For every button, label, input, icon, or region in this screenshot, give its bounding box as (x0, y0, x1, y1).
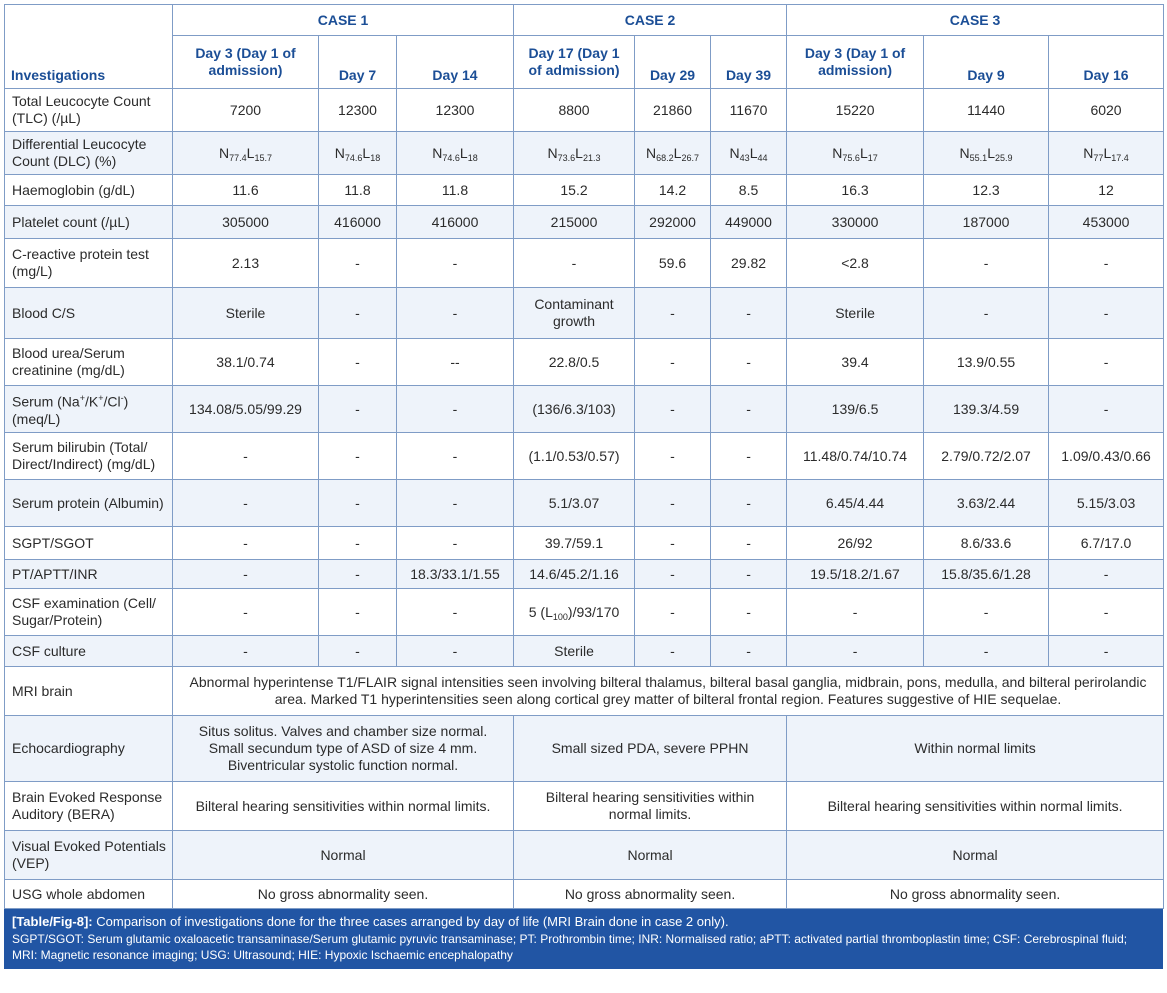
value-cell: 3.63/2.44 (924, 480, 1049, 527)
day-header: Day 17 (Day 1 of admission) (514, 36, 635, 89)
mri-finding: Abnormal hyperintense T1/FLAIR signal intensities seen involving bilteral thalamus, bilteral basal ganglia, midbrain, pons, medulla, and bilteral perirolandic area. Marked T1 hyperintensities seen along cortical grey matter of bilteral frontal region. Features suggestive of HIE sequelae. (173, 667, 1164, 716)
label-sup: + (79, 393, 85, 404)
value-cell: - (711, 560, 787, 589)
value-cell: - (711, 386, 787, 433)
value-cell: - (787, 636, 924, 667)
value-cell: - (397, 636, 514, 667)
value-cell: - (397, 480, 514, 527)
dlc-cell: $N_{77}L_{17.4}$ (1049, 132, 1164, 175)
value-cell: 215000 (514, 206, 635, 239)
value-cell: - (635, 288, 711, 339)
value-cell: (1.1/0.53/0.57) (514, 433, 635, 480)
value-cell: 19.5/18.2/1.67 (787, 560, 924, 589)
table-row (5, 339, 1164, 386)
value-cell: Contaminant growth (514, 288, 635, 339)
investigation-label: Total Leucocyte Count (TLC) (/µL) (5, 89, 173, 132)
table-row (5, 636, 1164, 667)
case-2-finding: Small sized PDA, severe PPHN (514, 716, 787, 782)
value-cell: - (924, 636, 1049, 667)
investigation-label (5, 386, 173, 433)
value-cell: - (711, 589, 787, 636)
value-cell: 11.8 (397, 175, 514, 206)
investigation-label: Differential Leucocyte Count (DLC) (%) (5, 132, 173, 175)
neutrophil-pct: 75.6 (842, 152, 860, 163)
table-row (5, 206, 1164, 239)
label-text: Serum (Na (12, 393, 80, 410)
neutrophil-pct: 77.4 (229, 152, 247, 163)
label-text: ) (meq/L) (12, 393, 129, 427)
value-cell: - (1049, 636, 1164, 667)
value-text: 5 (L (528, 603, 553, 620)
day-header: Day 14 (397, 36, 514, 89)
case-2-finding: No gross abnormality seen. (514, 880, 787, 909)
table-row (5, 589, 1164, 636)
dlc-cell: $N_{73.6}L_{21.3}$ (514, 132, 635, 175)
value-cell: 416000 (319, 206, 397, 239)
value-sub: 100 (552, 611, 568, 622)
day-header: Day 29 (635, 36, 711, 89)
value-cell: - (173, 480, 319, 527)
value-cell: - (711, 480, 787, 527)
value-cell: 8800 (514, 89, 635, 132)
table-row (5, 89, 1164, 132)
case-3-finding: No gross abnormality seen. (787, 880, 1164, 909)
value-cell: - (711, 339, 787, 386)
value-cell: - (924, 239, 1049, 288)
investigations-table (4, 4, 1164, 909)
lymphocyte-pct: 17.4 (1111, 152, 1129, 163)
value-cell: 59.6 (635, 239, 711, 288)
value-cell: - (1049, 560, 1164, 589)
case-2-finding: Bilteral hearing sensitivities within normal limits. (514, 782, 787, 831)
value-cell: - (514, 239, 635, 288)
investigation-label: Serum protein (Albumin) (5, 480, 173, 527)
value-cell: Sterile (173, 288, 319, 339)
value-cell: - (319, 288, 397, 339)
value-cell: - (711, 433, 787, 480)
value-cell: - (711, 288, 787, 339)
day-header: Day 3 (Day 1 of admission) (787, 36, 924, 89)
lymphocyte-pct: 25.9 (994, 152, 1013, 163)
value-cell: 139.3/4.59 (924, 386, 1049, 433)
lymphocyte-pct: 15.7 (254, 152, 272, 163)
table-row (5, 132, 1164, 175)
value-cell: 11.8 (319, 175, 397, 206)
value-cell: - (635, 636, 711, 667)
case-3-header: CASE 3 (787, 5, 1164, 36)
value-cell: (136/6.3/103) (514, 386, 635, 433)
neutrophil-pct: 55.1 (969, 152, 988, 163)
case-3-finding: Bilteral hearing sensitivities within normal limits. (787, 782, 1164, 831)
value-cell: - (173, 636, 319, 667)
value-cell: - (319, 433, 397, 480)
value-cell: 11.48/0.74/10.74 (787, 433, 924, 480)
value-cell: -- (397, 339, 514, 386)
value-cell: - (1049, 239, 1164, 288)
value-cell: 6.45/4.44 (787, 480, 924, 527)
investigation-label: Haemoglobin (g/dL) (5, 175, 173, 206)
value-cell: 11.6 (173, 175, 319, 206)
table-row (5, 667, 1164, 716)
table-row (5, 716, 1164, 782)
value-cell: - (173, 527, 319, 560)
value-cell: 330000 (787, 206, 924, 239)
value-cell: - (635, 433, 711, 480)
value-cell: 15220 (787, 89, 924, 132)
value-cell: - (319, 636, 397, 667)
dlc-cell: $N_{68.2}L_{26.7}$ (635, 132, 711, 175)
value-cell: 39.4 (787, 339, 924, 386)
case-1-finding: Situs solitus. Valves and chamber size normal. Small secundum type of ASD of size 4 mm. Biventricular systolic function normal. (173, 716, 514, 782)
investigation-label: Platelet count (/µL) (5, 206, 173, 239)
value-cell: - (787, 589, 924, 636)
value-cell: 6020 (1049, 89, 1164, 132)
value-cell: 16.3 (787, 175, 924, 206)
label-text: /K (84, 393, 99, 410)
value-cell: <2.8 (787, 239, 924, 288)
value-cell: - (173, 589, 319, 636)
value-cell: - (635, 386, 711, 433)
value-cell: 1.09/0.43/0.66 (1049, 433, 1164, 480)
lymphocyte-pct: 44 (757, 152, 768, 163)
investigation-label: Blood urea/Serum creatinine (mg/dL) (5, 339, 173, 386)
dlc-cell: $N_{74.6}L_{18}$ (397, 132, 514, 175)
value-cell: - (1049, 288, 1164, 339)
value-cell: 18.3/33.1/1.55 (397, 560, 514, 589)
investigation-label: SGPT/SGOT (5, 527, 173, 560)
investigations-header: Investigations (5, 36, 173, 89)
table-row (5, 433, 1164, 480)
value-cell: 2.13 (173, 239, 319, 288)
lymphocyte-pct: 21.3 (582, 152, 601, 163)
investigation-label: Brain Evoked Response Auditory (BERA) (5, 782, 173, 831)
value-cell: 8.5 (711, 175, 787, 206)
value-cell: 2.79/0.72/2.07 (924, 433, 1049, 480)
value-cell: 5.15/3.03 (1049, 480, 1164, 527)
table-row (5, 386, 1164, 433)
dlc-cell: $N_{43}L_{44}$ (711, 132, 787, 175)
value-cell: 12300 (397, 89, 514, 132)
value-cell: 11670 (711, 89, 787, 132)
investigation-label: CSF culture (5, 636, 173, 667)
value-cell: 139/6.5 (787, 386, 924, 433)
value-cell: 14.6/45.2/1.16 (514, 560, 635, 589)
value-cell: - (635, 589, 711, 636)
header-blank-cell (5, 5, 173, 36)
table-row (5, 782, 1164, 831)
label-text: /Cl (103, 393, 121, 410)
value-cell: - (1049, 589, 1164, 636)
neutrophil-pct: 43 (739, 152, 750, 163)
value-cell: 187000 (924, 206, 1049, 239)
investigation-label: CSF examination (Cell/ Sugar/Protein) (5, 589, 173, 636)
day-header: Day 3 (Day 1 of admission) (173, 36, 319, 89)
case-1-finding: Normal (173, 831, 514, 880)
value-cell: 305000 (173, 206, 319, 239)
value-cell: - (635, 339, 711, 386)
dlc-cell: $N_{74.6}L_{18}$ (319, 132, 397, 175)
case-header-row (5, 5, 1164, 36)
caption-abbreviations: SGPT/SGOT: Serum glutamic oxaloacetic transaminase/Serum glutamic pyruvic transaminase; PT: Prothrombin time; INR: Normalised ratio; aPTT: activated partial thromboplastin time; CSF: Cerebrospinal fluid; MRI: Magnetic resonance imaging; USG: Ultrasound; HIE: Hypoxic Ischaemic encephalopathy (12, 932, 1128, 962)
investigations-table-figure (4, 4, 1163, 969)
lymphocyte-pct: 18 (467, 152, 478, 163)
value-text: )/93/170 (567, 603, 620, 620)
case-2-finding: Normal (514, 831, 787, 880)
value-cell: - (319, 480, 397, 527)
investigation-label: C-reactive protein test (mg/L) (5, 239, 173, 288)
neutrophil-pct: 74.6 (442, 152, 460, 163)
value-cell: - (319, 589, 397, 636)
case-1-finding: No gross abnormality seen. (173, 880, 514, 909)
investigation-label: PT/APTT/INR (5, 560, 173, 589)
value-cell: 15.8/35.6/1.28 (924, 560, 1049, 589)
caption-title: Comparison of investigations done for the three cases arranged by day of life (MRI Brain done in case 2 only). (96, 914, 729, 929)
value-cell: 22.8/0.5 (514, 339, 635, 386)
day-header: Day 7 (319, 36, 397, 89)
value-cell: 14.2 (635, 175, 711, 206)
value-cell: - (397, 433, 514, 480)
lymphocyte-pct: 26.7 (681, 152, 699, 163)
value-cell: 5.1/3.07 (514, 480, 635, 527)
investigation-label: MRI brain (5, 667, 173, 716)
case-3-finding: Normal (787, 831, 1164, 880)
value-cell: 416000 (397, 206, 514, 239)
value-cell: 134.08/5.05/99.29 (173, 386, 319, 433)
value-cell: 292000 (635, 206, 711, 239)
value-cell: - (924, 589, 1049, 636)
day-header-row (5, 36, 1164, 89)
table-row (5, 831, 1164, 880)
value-cell: 449000 (711, 206, 787, 239)
value-cell: - (924, 288, 1049, 339)
value-cell: - (397, 386, 514, 433)
value-cell: 12 (1049, 175, 1164, 206)
value-cell: 26/92 (787, 527, 924, 560)
table-row (5, 288, 1164, 339)
value-cell: 21860 (635, 89, 711, 132)
dlc-cell: $N_{55.1}L_{25.9}$ (924, 132, 1049, 175)
value-cell: - (397, 527, 514, 560)
value-cell: - (173, 560, 319, 589)
value-cell: - (711, 636, 787, 667)
value-cell: - (635, 480, 711, 527)
value-cell: - (1049, 339, 1164, 386)
table-row (5, 527, 1164, 560)
value-cell: Sterile (787, 288, 924, 339)
dlc-cell: $N_{77.4}L_{15.7}$ (173, 132, 319, 175)
value-cell: 6.7/17.0 (1049, 527, 1164, 560)
value-cell: 15.2 (514, 175, 635, 206)
value-cell: 13.9/0.55 (924, 339, 1049, 386)
label-sup: + (98, 393, 104, 404)
table-row (5, 480, 1164, 527)
neutrophil-pct: 73.6 (557, 152, 576, 163)
value-cell: - (635, 560, 711, 589)
day-header: Day 16 (1049, 36, 1164, 89)
value-cell: - (319, 339, 397, 386)
value-cell: - (319, 239, 397, 288)
value-cell: 12.3 (924, 175, 1049, 206)
case-1-header: CASE 1 (173, 5, 514, 36)
value-cell: 453000 (1049, 206, 1164, 239)
neutrophil-pct: 77 (1093, 152, 1104, 163)
value-cell: 29.82 (711, 239, 787, 288)
table-row (5, 175, 1164, 206)
table-row (5, 239, 1164, 288)
value-cell: - (319, 386, 397, 433)
value-cell: 38.1/0.74 (173, 339, 319, 386)
table-row (5, 560, 1164, 589)
value-cell: - (635, 527, 711, 560)
investigation-label: USG whole abdomen (5, 880, 173, 909)
day-header: Day 39 (711, 36, 787, 89)
value-cell: - (711, 527, 787, 560)
investigation-label: Visual Evoked Potentials (VEP) (5, 831, 173, 880)
table-row (5, 880, 1164, 909)
investigation-label: Echocardiography (5, 716, 173, 782)
value-cell: 8.6/33.6 (924, 527, 1049, 560)
day-header: Day 9 (924, 36, 1049, 89)
value-cell: - (397, 288, 514, 339)
value-cell: - (173, 433, 319, 480)
label-sup: - (120, 393, 124, 404)
case-3-finding: Within normal limits (787, 716, 1164, 782)
value-cell: - (319, 527, 397, 560)
lymphocyte-pct: 17 (867, 152, 878, 163)
value-cell: 12300 (319, 89, 397, 132)
value-cell: - (397, 239, 514, 288)
csf-exam-value-cell (514, 589, 635, 636)
value-cell: - (1049, 386, 1164, 433)
lymphocyte-pct: 18 (370, 152, 381, 163)
investigation-label: Serum bilirubin (Total/ Direct/Indirect) (mg/dL) (5, 433, 173, 480)
neutrophil-pct: 68.2 (656, 152, 674, 163)
case-2-header: CASE 2 (514, 5, 787, 36)
case-1-finding: Bilteral hearing sensitivities within normal limits. (173, 782, 514, 831)
investigation-label: Blood C/S (5, 288, 173, 339)
value-cell: 11440 (924, 89, 1049, 132)
value-cell: - (397, 589, 514, 636)
neutrophil-pct: 74.6 (344, 152, 363, 163)
value-cell: Sterile (514, 636, 635, 667)
caption-tag: [Table/Fig-8]: (12, 914, 93, 929)
value-cell: 39.7/59.1 (514, 527, 635, 560)
dlc-cell: $N_{75.6}L_{17}$ (787, 132, 924, 175)
value-cell: - (319, 560, 397, 589)
value-cell: 7200 (173, 89, 319, 132)
table-caption (4, 909, 1163, 969)
